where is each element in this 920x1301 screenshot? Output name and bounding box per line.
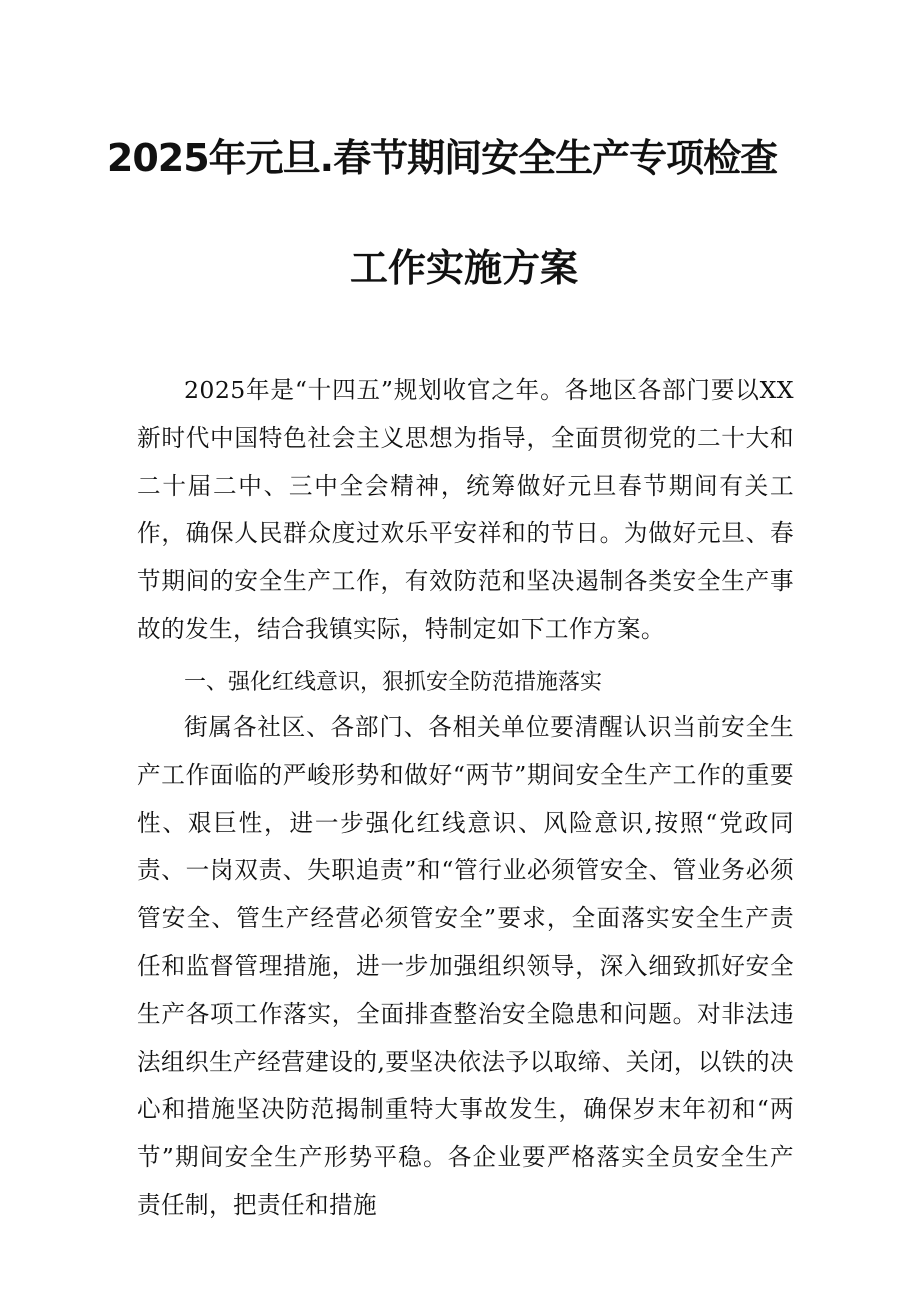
intro-section [137, 367, 794, 654]
document-title-line-1: 2025年元旦.春节期间安全生产专项检查 [106, 136, 778, 180]
document-title-line-2: 工作实施方案 [349, 246, 578, 290]
intro-paragraph: 2025年是“十四五”规划收官之年。各地区各部门要以XX新时代中国特色社会主义思想为指导，全面贯彻党的二十大和二十届二中、三中全会精神，统筹做好元旦春节期间有关工作，确保人民群众度过欢乐平安祥和的节日。为做好元旦、春节期间的安全生产工作，有效防范和坚决遏制各类安全生产事故的发生，结合我镇实际，特制定如下工作方案。 [137, 376, 794, 643]
section-1-heading: 一、强化红线意识，狠抓安全防范措施落实 [184, 670, 603, 695]
section-1-paragraph: 街属各社区、各部门、各相关单位要清醒认识当前安全生产工作面临的严峻形势和做好“两节”期间安全生产工作的重要性、艰巨性，进一步强化红线意识、风险意识,按照“党政同责、一岗双责、失职追责”和“管行业必须管安全、管业务必须管安全、管生产经营必须管安全”要求，全面落实安全生产责任和监督管理措施，进一步加强组织领导，深入细致抓好安全生产各项工作落实，全面排查整治安全隐患和问题。对非法违法组织生产经营建设的,要坚决依法予以取缔、关闭，以铁的决心和措施坚决防范揭制重特大事故发生，确保岁末年初和“两节”期间安全生产形势平稳。各企业要严格落实全员安全生产责任制，把责任和措施 [137, 713, 794, 1219]
section-1-body [137, 704, 794, 1230]
